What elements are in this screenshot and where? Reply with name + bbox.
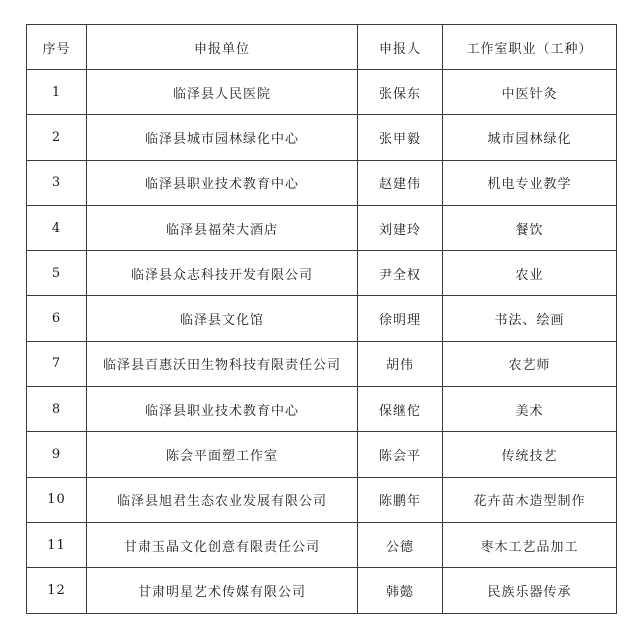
cell-occupation: 枣木工艺品加工	[443, 522, 617, 567]
table-row	[27, 432, 617, 477]
cell-occupation: 中医针灸	[443, 70, 617, 115]
table-row	[27, 251, 617, 296]
cell-occupation: 传统技艺	[443, 432, 617, 477]
cell-person: 张保东	[358, 70, 443, 115]
cell-person: 保继佗	[358, 387, 443, 432]
header-unit: 申报单位	[87, 25, 358, 70]
cell-number: 7	[27, 341, 87, 386]
cell-number: 11	[27, 522, 87, 567]
cell-person: 胡伟	[358, 341, 443, 386]
table-row	[27, 477, 617, 522]
cell-unit: 临泽县百惠沃田生物科技有限责任公司	[87, 341, 358, 386]
cell-occupation: 农业	[443, 251, 617, 296]
table-row	[27, 341, 617, 386]
cell-occupation: 民族乐器传承	[443, 568, 617, 613]
cell-occupation: 花卉苗木造型制作	[443, 477, 617, 522]
cell-person: 陈会平	[358, 432, 443, 477]
table-row	[27, 296, 617, 341]
cell-person: 韩懿	[358, 568, 443, 613]
table-row	[27, 205, 617, 250]
cell-unit: 临泽县职业技术教育中心	[87, 160, 358, 205]
cell-unit: 临泽县城市园林绿化中心	[87, 115, 358, 160]
cell-unit: 临泽县人民医院	[87, 70, 358, 115]
cell-number: 3	[27, 160, 87, 205]
cell-person: 张甲毅	[358, 115, 443, 160]
cell-number: 6	[27, 296, 87, 341]
cell-unit: 临泽县旭君生态农业发展有限公司	[87, 477, 358, 522]
cell-unit: 临泽县文化馆	[87, 296, 358, 341]
cell-person: 陈鹏年	[358, 477, 443, 522]
document-sheet	[26, 24, 616, 614]
header-person: 申报人	[358, 25, 443, 70]
cell-number: 8	[27, 387, 87, 432]
table-row	[27, 70, 617, 115]
table-row	[27, 568, 617, 613]
cell-unit: 陈会平面塑工作室	[87, 432, 358, 477]
cell-number: 4	[27, 205, 87, 250]
table-row	[27, 115, 617, 160]
cell-person: 公德	[358, 522, 443, 567]
cell-occupation: 书法、绘画	[443, 296, 617, 341]
cell-person: 尹全权	[358, 251, 443, 296]
table-row	[27, 160, 617, 205]
cell-person: 刘建玲	[358, 205, 443, 250]
cell-number: 5	[27, 251, 87, 296]
cell-occupation: 餐饮	[443, 205, 617, 250]
table-row	[27, 387, 617, 432]
cell-occupation: 美术	[443, 387, 617, 432]
cell-number: 9	[27, 432, 87, 477]
studio-applicant-table	[26, 24, 617, 614]
header-number: 序号	[27, 25, 87, 70]
cell-unit: 临泽县福荣大酒店	[87, 205, 358, 250]
table-row	[27, 522, 617, 567]
table-header-row	[27, 25, 617, 70]
cell-number: 12	[27, 568, 87, 613]
cell-unit: 甘肃明星艺术传媒有限公司	[87, 568, 358, 613]
cell-person: 徐明理	[358, 296, 443, 341]
cell-number: 1	[27, 70, 87, 115]
cell-occupation: 农艺师	[443, 341, 617, 386]
cell-occupation: 城市园林绿化	[443, 115, 617, 160]
cell-occupation: 机电专业教学	[443, 160, 617, 205]
cell-unit: 临泽县众志科技开发有限公司	[87, 251, 358, 296]
header-occupation: 工作室职业（工种）	[443, 25, 617, 70]
cell-unit: 临泽县职业技术教育中心	[87, 387, 358, 432]
cell-number: 10	[27, 477, 87, 522]
cell-person: 赵建伟	[358, 160, 443, 205]
cell-number: 2	[27, 115, 87, 160]
cell-unit: 甘肃玉晶文化创意有限责任公司	[87, 522, 358, 567]
